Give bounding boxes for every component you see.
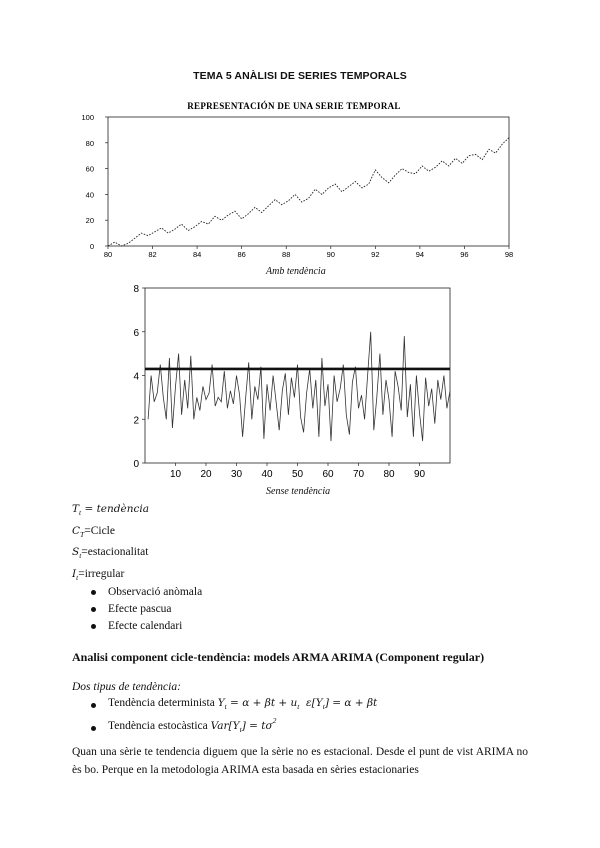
equation-symbol: Y	[217, 697, 225, 709]
definition-text: =estacionalitat	[81, 546, 149, 558]
list-item: Observació anòmala	[72, 584, 202, 601]
definition-text: =Cicle	[84, 524, 115, 537]
y-tick-label: 0	[133, 459, 139, 470]
plot-frame	[145, 288, 450, 463]
x-tick-label: 90	[326, 250, 335, 259]
stochastic-trend-item	[72, 716, 277, 734]
definition-symbol: C	[72, 524, 81, 537]
definition-symbol: T	[72, 503, 80, 515]
chart-caption-without-trend: Sense tendència	[266, 486, 331, 497]
equation-subscript: t	[224, 702, 227, 711]
deterministic-trend-item	[72, 697, 377, 709]
definition-subscript: T	[80, 529, 85, 539]
irregular-effects-list	[72, 584, 202, 635]
equation-part: Var[Y	[210, 720, 240, 732]
definition-symbol: S	[72, 546, 80, 558]
x-tick-label: 40	[261, 469, 273, 478]
bullet-icon	[91, 726, 96, 731]
x-tick-label: 60	[322, 469, 334, 478]
definition-subscript: t	[79, 551, 82, 560]
y-tick-label: 80	[85, 138, 94, 148]
definition-symbol: I	[72, 567, 77, 580]
x-tick-label: 84	[192, 250, 202, 259]
component-definitions	[72, 499, 149, 585]
x-tick-label: 90	[413, 469, 426, 478]
chart-caption-with-trend: Amb tendència	[266, 266, 326, 277]
x-tick-label: 94	[415, 250, 425, 259]
equation-superscript: 2	[272, 716, 277, 725]
list-item: Efecte calendari	[72, 618, 202, 635]
y-tick-label: 100	[81, 113, 94, 122]
definition-subscript: t	[79, 508, 82, 517]
trend-chart	[0, 96, 600, 276]
y-tick-label: 20	[85, 216, 94, 226]
x-tick-label: 50	[291, 469, 304, 478]
equation-part: ] = tσ	[241, 720, 273, 732]
x-tick-label: 70	[352, 469, 365, 478]
definition-cycle	[72, 521, 149, 543]
x-tick-label: 20	[200, 469, 212, 478]
equation-subscript: t	[322, 702, 325, 711]
x-tick-label: 96	[460, 250, 469, 259]
x-tick-label: 86	[237, 250, 246, 259]
x-tick-label: 80	[383, 469, 395, 478]
x-tick-label: 88	[282, 250, 291, 259]
y-tick-label: 4	[133, 371, 139, 383]
equation-subscript: t	[239, 725, 242, 734]
definition-text: = tendència	[81, 503, 149, 515]
y-tick-label: 6	[133, 327, 139, 339]
definition-irregular	[72, 564, 149, 586]
series-line	[148, 332, 450, 441]
equation-subscript: t	[297, 702, 300, 711]
section-subheading: Dos tipus de tendència:	[72, 681, 181, 693]
x-tick-label: 10	[169, 469, 182, 478]
trend-label: Tendència estocàstica	[108, 720, 208, 732]
y-tick-label: 60	[85, 164, 94, 174]
x-tick-label: 92	[371, 250, 380, 259]
equation-part: ε[Y	[299, 697, 323, 709]
page-title: TEMA 5 ANÀLISI DE SERIES TEMPORALS	[193, 70, 407, 82]
detrended-chart	[0, 278, 600, 478]
y-tick-label: 40	[85, 190, 94, 200]
definition-text: =irregular	[78, 567, 125, 580]
chart-title: REPRESENTACIÓN DE UNA SERIE TEMPORAL	[187, 101, 401, 111]
definition-subscript: t	[76, 572, 79, 582]
definition-trend	[72, 499, 149, 521]
x-tick-label: 98	[504, 250, 514, 259]
trend-label: Tendència determinista	[108, 697, 215, 709]
section-heading: Analisi component cicle-tendència: models ARMA ARIMA (Component regular)	[72, 650, 485, 664]
bullet-icon	[91, 703, 96, 708]
y-tick-label: 2	[133, 415, 139, 427]
x-tick-label: 82	[148, 250, 157, 259]
y-tick-label: 8	[133, 284, 139, 295]
plot-frame	[108, 117, 509, 246]
list-item: Efecte pascua	[72, 601, 202, 618]
x-tick-label: 80	[103, 250, 113, 259]
y-tick-label: 0	[89, 242, 94, 251]
equation-part: = α + βt + u	[226, 697, 298, 709]
x-tick-label: 30	[230, 469, 243, 478]
body-paragraph: Quan una sèrie te tendencia diguem que la sèrie no es estacional. Desde el punt de vist ARIMA no ès bo. Perque en la metodologia ARIMA esta basada en sèries estacionaries	[72, 746, 528, 776]
definition-seasonality	[72, 542, 149, 564]
equation-part: ] = α + βt	[324, 697, 378, 709]
series-line	[108, 138, 509, 246]
